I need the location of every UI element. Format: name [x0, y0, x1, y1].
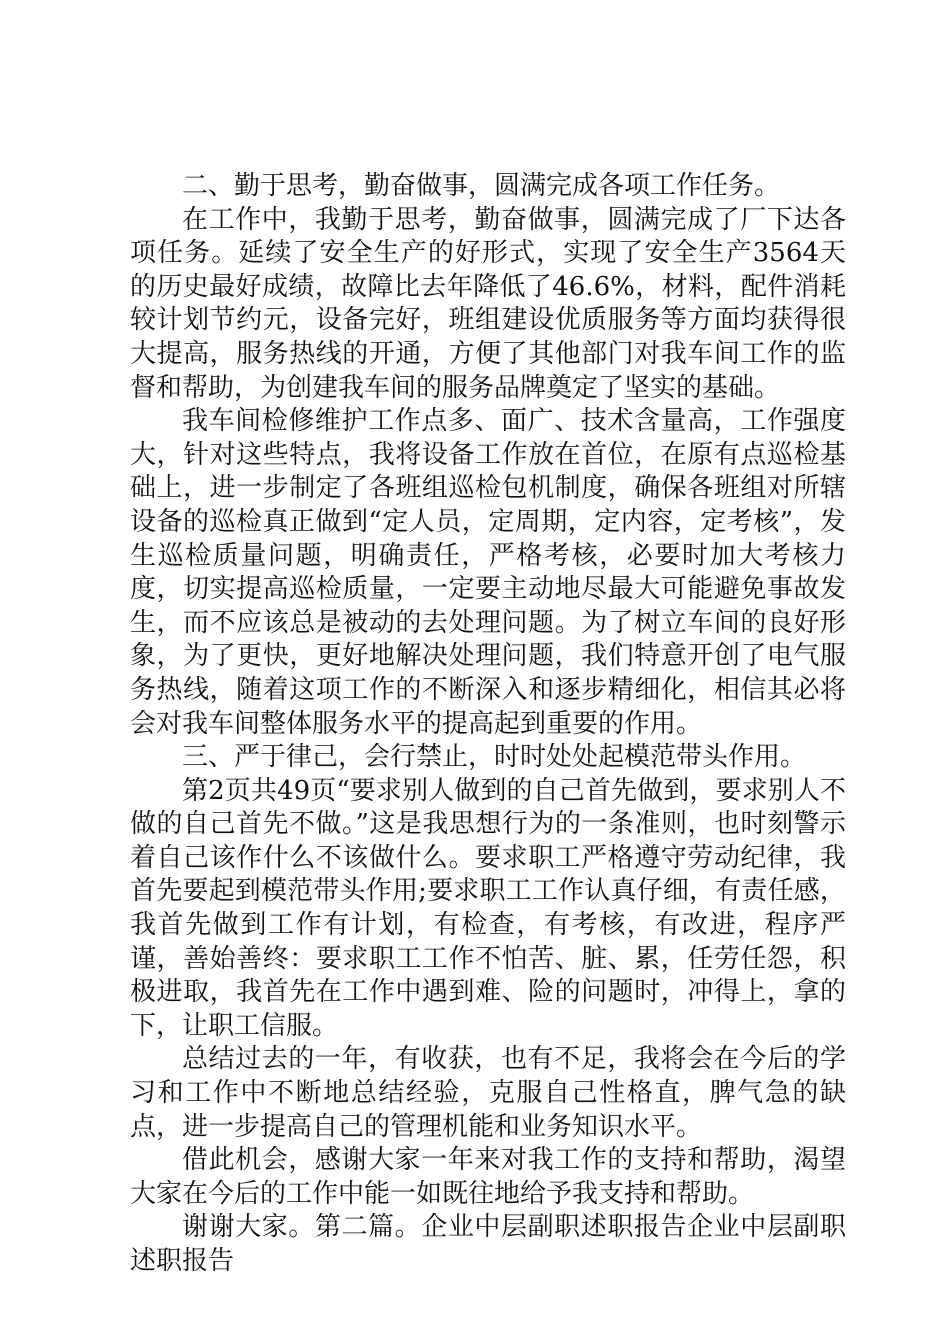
paragraph-section-two-heading: 二、勤于思考，勤奋做事，圆满完成各项工作任务。 [182, 171, 781, 201]
paragraph-inspection-system: 我车间检修维护工作点多、面广、技术含量高，工作强度大，针对这些特点，我将设备工作放在首位，在原有点巡检基础上，进一步制定了各班组巡检包机制度，确保各班组对所辖设备的巡检真正做到“定人员，定周期，定内容，定考核”，发生巡检质量问题，明确责任，严格考核，必要时加大考核力度，切实提高巡检质量，一定要主动地尽最大可能避免事故发生，而不应该总是被动的去处理问题。为了树立车间的良好形象，为了更快，更好地解决处理问题，我们特意开创了电气服务热线，随着这项工作的不断深入和逐步精细化，相信其必将会对我车间整体服务水平的提高起到重要的作用。 [130, 406, 846, 739]
paragraph-section-three-heading: 三、严于律己，会行禁止，时时处处起模范带头作用。 [182, 742, 807, 773]
document-body [130, 170, 846, 1279]
paragraph-closing: 谢谢大家。第二篇。企业中层副职述职报告企业中层副职述职报告 [130, 1212, 846, 1276]
paragraph-leading-by-example: 第2页共49页“要求别人做到的自己首先做到，要求别人不做的自己首先不做。”这是我思想行为的一条准则，也时刻警示着自己该作什么不该做什么。要求职工严格遵守劳动纪律，我首先要起到模范带头作用;要求职工工作认真仔细，有责任感，我首先做到工作有计划，有检查，有考核，有改进，程序严谨，善始善终：要求职工工作不怕苦、脏、累，任劳任怨，积极进取，我首先在工作中遇到难、险的问题时，冲得上，拿的下，让职工信服。 [130, 775, 846, 1041]
paragraph-year-summary: 总结过去的一年，有收获，也有不足，我将会在今后的学习和工作中不断地总结经验，克服自己性格直，脾气急的缺点，进一步提高自己的管理机能和业务知识水平。 [130, 1044, 846, 1142]
paragraph-work-achievements: 在工作中，我勤于思考，勤奋做事，圆满完成了厂下达各项任务。延续了安全生产的好形式，实现了安全生产3564天的历史最好成绩，故障比去年降低了46.6%，材料，配件消耗较计划节约元，设备完好，班组建设优质服务等方面均获得很大提高，服务热线的开通，方便了其他部门对我车间工作的监督和帮助，为创建我车间的服务品牌奠定了坚实的基础。 [130, 204, 846, 403]
paragraph-thanks-support: 借此机会，感谢大家一年来对我工作的支持和帮助，渴望大家在今后的工作中能一如既往地给予我支持和帮助。 [130, 1145, 846, 1209]
